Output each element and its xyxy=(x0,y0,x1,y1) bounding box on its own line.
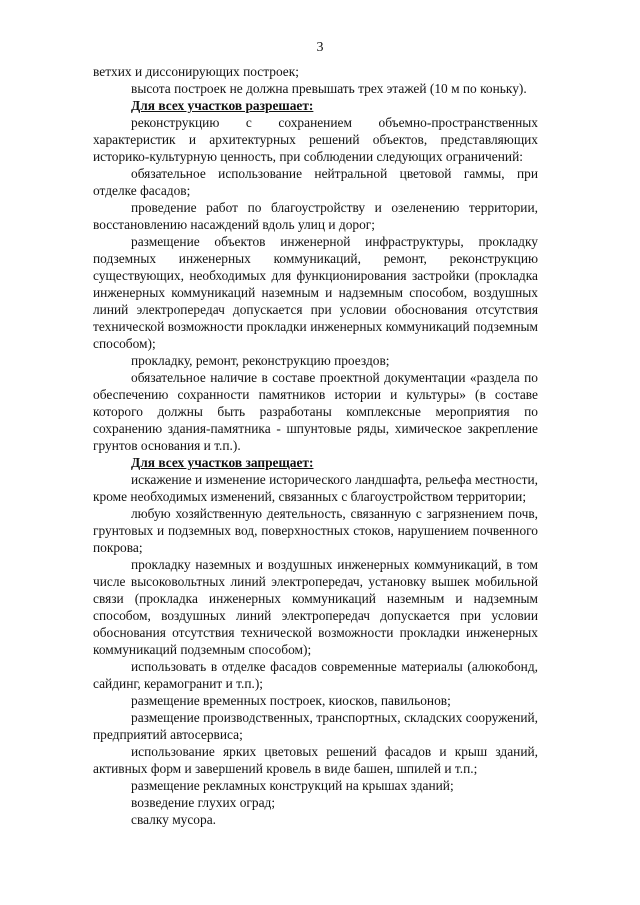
section-heading-permits: Для всех участков разрешает: xyxy=(131,98,314,113)
paragraph: обязательное наличие в составе проектной документации «раздела по обеспечению сохранности памятников истории и культуры» (в составе которого должны быть разработаны комплексные мероприятия по сохранению здания-памятника - шпунтовые ряды, химическое закрепление грунтов основания и т.п.). xyxy=(93,370,538,453)
paragraph: возведение глухих оград; xyxy=(131,795,276,810)
paragraph: реконструкцию с сохранением объемно-пространственных характеристик и архитектурных решений объектов, представляющих историко-культурную ценность, при соблюдении следующих ограничений: xyxy=(93,115,538,164)
paragraph: свалку мусора. xyxy=(131,812,216,827)
paragraph: высота построек не должна превышать трех этажей (10 м по коньку). xyxy=(131,81,527,96)
paragraph: обязательное использование нейтральной цветовой гаммы, при отделке фасадов; xyxy=(93,166,538,198)
paragraph: проведение работ по благоустройству и озеленению территории, восстановлению насаждений вдоль улиц и дорог; xyxy=(93,200,538,232)
paragraph: размещение объектов инженерной инфраструктуры, прокладку подземных инженерных коммуникаций, ремонт, реконструкцию существующих, необходимых для функционирования застройки (прокладка инженерных коммуникаций наземным и надземным способом, воздушных линий электропередач допускается при условии обоснования отсутствия технической возможности прокладки инженерных коммуникаций подземным способом); xyxy=(93,234,538,351)
page-number: 3 xyxy=(316,40,324,55)
paragraph: размещение временных построек, киосков, павильонов; xyxy=(131,693,451,708)
document-body xyxy=(93,63,538,828)
paragraph: прокладку, ремонт, реконструкцию проездов; xyxy=(131,353,390,368)
paragraph: прокладку наземных и воздушных инженерных коммуникаций, в том числе высоковольтных линий электропередач, установку вышек мобильной связи (прокладка инженерных коммуникаций наземным и надземным способом, воздушных линий электропередач допускается при условии обоснования отсутствия технической возможности прокладки инженерных коммуникаций подземным способом); xyxy=(93,557,538,657)
paragraph: размещение производственных, транспортных, складских сооружений, предприятий автосервиса; xyxy=(93,710,538,742)
paragraph: размещение рекламных конструкций на крышах зданий; xyxy=(131,778,454,793)
paragraph: искажение и изменение исторического ландшафта, рельефа местности, кроме необходимых изменений, связанных с благоустройством территории; xyxy=(93,472,538,504)
paragraph: использование ярких цветовых решений фасадов и крыш зданий, активных форм и завершений кровель в виде башен, шпилей и т.п.; xyxy=(93,744,538,776)
paragraph: ветхих и диссонирующих построек; xyxy=(93,64,299,79)
section-heading-prohibits: Для всех участков запрещает: xyxy=(131,455,314,470)
paragraph: использовать в отделке фасадов современные материалы (алюкобонд, сайдинг, керамогранит и т.п.); xyxy=(93,659,538,691)
paragraph: любую хозяйственную деятельность, связанную с загрязнением почв, грунтовых и подземных вод, поверхностных стоков, нарушением почвенного покрова; xyxy=(93,506,538,555)
